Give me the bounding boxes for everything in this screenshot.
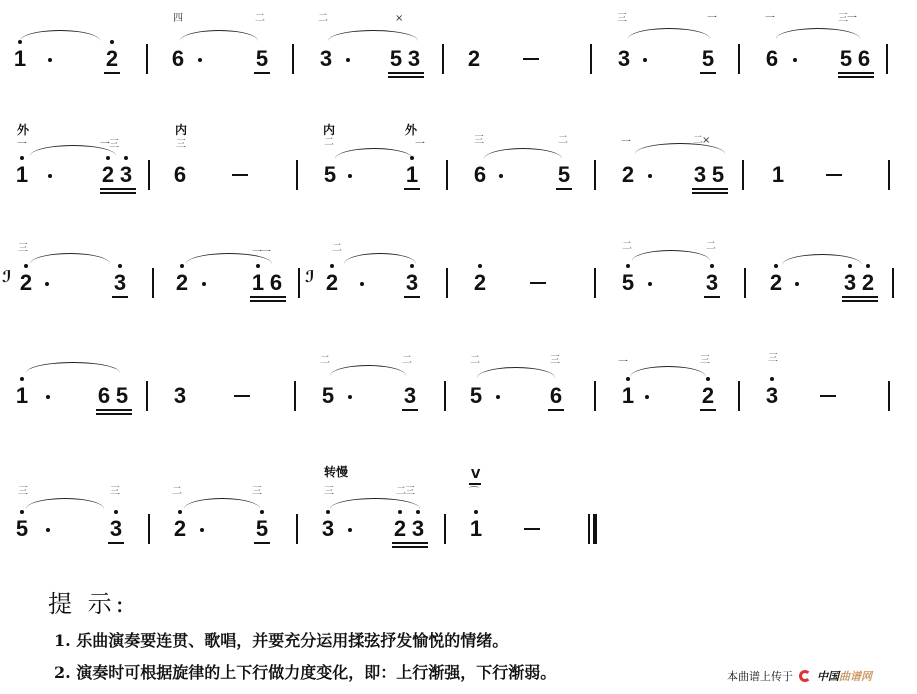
fingering-mark: 二 [622,241,631,252]
high-octave-dot [326,510,330,514]
slur [477,367,555,378]
augmentation-dot [48,174,52,178]
slur [632,250,710,261]
final-bar-thick [593,514,597,544]
note: 5 [323,162,337,187]
high-octave-dot [114,510,118,514]
bar-line [742,160,744,190]
bar-line [446,268,448,298]
underline [388,76,424,78]
fingering-mark: 三 [768,353,777,364]
augmentation-dot [348,395,352,399]
note: 1 [405,162,419,187]
underline [692,188,728,190]
bar-line [298,268,300,298]
note: 3 [407,46,421,71]
augmentation-dot [348,528,352,532]
underline [402,409,418,411]
fingering-mark: 二 [470,355,479,366]
slur [330,498,420,509]
slur [635,143,725,154]
augmentation-dot [348,174,352,178]
slur [335,148,413,159]
fingering-mark: 三 [176,139,185,150]
fingering-mark: 二 [706,241,715,252]
high-octave-dot [20,156,24,160]
note: 5 [255,516,269,541]
fingering-mark: 一一 [252,247,270,258]
fingering-mark: 二 [324,137,333,148]
slur [26,362,120,373]
augmentation-dot [346,58,350,62]
fingering-mark: 一三 [100,139,118,150]
note: 5 [701,46,715,71]
augmentation-dot [198,58,202,62]
bar-line [594,160,596,190]
sustain-dash [523,58,539,60]
high-octave-dot [398,510,402,514]
note: 3 [319,46,333,71]
high-octave-dot [410,156,414,160]
high-octave-dot [774,264,778,268]
underline [404,188,420,190]
bar-line [148,514,150,544]
underline [404,296,420,298]
underline [388,72,424,74]
bar-line [892,268,894,298]
fingering-mark: 三 [550,355,559,366]
note: 1 [15,383,29,408]
high-octave-dot [626,264,630,268]
note: 3 [765,383,779,408]
sustain-dash [234,395,250,397]
note: 6 [857,46,871,71]
underline [108,542,124,544]
underline [842,300,878,302]
fingering-mark: 一 [621,137,630,148]
note: 5 [255,46,269,71]
bow-mark-icon: V [471,467,481,481]
note: 2 [701,383,715,408]
fingering-mark: 二 [332,243,341,254]
note: 5 [389,46,403,71]
slur [776,28,860,39]
high-octave-dot [626,377,630,381]
bar-line [590,44,592,74]
augmentation-dot [795,282,799,286]
watermark [727,668,872,684]
note: 5 [711,162,725,187]
note: 6 [171,46,185,71]
high-octave-dot [710,264,714,268]
note: 1 [15,162,29,187]
final-bar-thin [588,514,590,544]
note: 6 [549,383,563,408]
underline [556,188,572,190]
outer-string-label: 外 [17,123,30,137]
high-octave-dot [260,510,264,514]
bar-line [292,44,294,74]
slur [344,253,416,264]
note: 6 [269,270,283,295]
high-octave-dot [478,264,482,268]
note: 5 [839,46,853,71]
high-octave-dot [18,40,22,44]
fingering-mark: 二× [693,135,710,146]
slur [184,498,260,509]
underline [392,546,428,548]
fingering-mark: 一 [17,139,26,150]
augmentation-dot [645,395,649,399]
bar-line [148,160,150,190]
note: 2 [769,270,783,295]
note: 3 [405,270,419,295]
fingering-mark: × [395,13,403,24]
underline [104,72,120,74]
fingering-mark: 三 [700,355,709,366]
fingering-mark: 三一 [838,13,856,24]
note: 1 [251,270,265,295]
bar-line [444,514,446,544]
bar-line [296,160,298,190]
bar-line [744,268,746,298]
note: 3 [693,162,707,187]
note: 3 [843,270,857,295]
augmentation-dot [202,282,206,286]
note: 3 [113,270,127,295]
underline [250,300,286,302]
note: 3 [321,516,335,541]
underline [392,542,428,544]
bar-line [888,381,890,411]
underline [96,413,132,415]
augmentation-dot [46,395,50,399]
note: 2 [175,270,189,295]
high-octave-dot [848,264,852,268]
fingering-mark: 二三 [396,486,414,497]
high-octave-dot [110,40,114,44]
fingering-mark: 一 [415,139,424,150]
augmentation-dot [496,395,500,399]
high-octave-dot [474,510,478,514]
note: 2 [19,270,33,295]
note: 5 [621,270,635,295]
augmentation-dot [793,58,797,62]
note: 1 [469,516,483,541]
glide-icon: ℐ [305,269,315,286]
site-logo-icon [799,670,811,682]
high-octave-dot [20,377,24,381]
tenuto-line [469,483,481,485]
glide-icon: ℐ [2,269,12,286]
high-octave-dot [416,510,420,514]
hint-line-2: 2. 演奏时可根据旋律的上下行做力度变化，即：上行渐强，下行渐弱。 [54,663,557,682]
fingering-mark: 三 [252,486,261,497]
high-octave-dot [410,264,414,268]
slur [30,253,110,264]
note: 1 [13,46,27,71]
fingering-mark: 三 [617,13,626,24]
note: 2 [467,46,481,71]
outer-string-label: 外 [405,123,418,137]
note: 2 [173,516,187,541]
note: 2 [325,270,339,295]
note: 1 [621,383,635,408]
bar-line [146,44,148,74]
augmentation-dot [46,528,50,532]
underline [254,72,270,74]
sustain-dash [826,174,842,176]
underline [96,409,132,411]
note: 5 [557,162,571,187]
fingering-mark: 一 [707,13,716,24]
note: 3 [411,516,425,541]
note: 2 [473,270,487,295]
underline [700,72,716,74]
fermata-icon: ⌒ [469,487,478,498]
underline [700,409,716,411]
high-octave-dot [866,264,870,268]
bar-line [294,381,296,411]
augmentation-dot [643,58,647,62]
note: 6 [173,162,187,187]
note: 6 [97,383,111,408]
high-octave-dot [180,264,184,268]
brand-main: 中国 [817,670,839,683]
note: 2 [621,162,635,187]
slur [26,498,104,509]
inner-string-label: 内 [175,123,188,137]
high-octave-dot [24,264,28,268]
fingering-mark: 二 [558,135,567,146]
inner-string-label: 内 [323,123,336,137]
bar-line [442,44,444,74]
bar-line [888,160,890,190]
bar-line [594,268,596,298]
note: 5 [15,516,29,541]
tempo-marking: 转慢 [324,465,349,479]
fingering-mark: 二 [402,355,411,366]
underline [548,409,564,411]
underline [254,542,270,544]
slur [628,28,710,39]
bar-line [738,44,740,74]
bar-line [296,514,298,544]
fingering-mark: 三 [18,243,27,254]
note: 3 [617,46,631,71]
fingering-mark: 一 [618,357,627,368]
augmentation-dot [648,174,652,178]
note: 2 [861,270,875,295]
sustain-dash [232,174,248,176]
high-octave-dot [330,264,334,268]
high-octave-dot [178,510,182,514]
sustain-dash [524,528,540,530]
note: 6 [473,162,487,187]
bar-line [152,268,154,298]
note: 3 [403,383,417,408]
note: 1 [771,162,785,187]
underline [100,188,136,190]
slur [20,30,100,41]
fingering-mark: 三 [324,486,333,497]
note: 5 [115,383,129,408]
high-octave-dot [20,510,24,514]
augmentation-dot [499,174,503,178]
bar-line [444,381,446,411]
underline [704,296,720,298]
high-octave-dot [706,377,710,381]
high-octave-dot [118,264,122,268]
fingering-mark: 四 [173,13,182,24]
bar-line [446,160,448,190]
note: 2 [393,516,407,541]
slur [484,148,562,159]
augmentation-dot [648,282,652,286]
underline [838,76,874,78]
augmentation-dot [360,282,364,286]
slur [180,30,258,41]
fingering-mark: 二 [172,486,181,497]
fingering-mark: 三 [18,486,27,497]
fingering-mark: 二 [318,13,327,24]
augmentation-dot [200,528,204,532]
note: 3 [119,162,133,187]
high-octave-dot [770,377,774,381]
bar-line [738,381,740,411]
fingering-mark: 一 [765,13,774,24]
slur [330,365,406,376]
underline [692,192,728,194]
brand-sub: 曲谱网 [839,670,872,683]
underline [100,192,136,194]
note: 2 [101,162,115,187]
high-octave-dot [106,156,110,160]
bar-line [146,381,148,411]
sustain-dash [820,395,836,397]
underline [250,296,286,298]
watermark-text: 本曲谱上传于 [727,670,793,683]
high-octave-dot [124,156,128,160]
augmentation-dot [45,282,49,286]
note: 3 [109,516,123,541]
augmentation-dot [48,58,52,62]
fingering-mark: 三 [110,486,119,497]
slur [328,30,418,41]
hints-title: 提 示: [48,590,128,618]
sustain-dash [530,282,546,284]
bar-line [594,381,596,411]
underline [112,296,128,298]
fingering-mark: 三 [474,135,483,146]
note: 3 [705,270,719,295]
fingering-mark: 二 [320,355,329,366]
note: 5 [321,383,335,408]
note: 6 [765,46,779,71]
slur [630,366,706,377]
bar-line [886,44,888,74]
high-octave-dot [256,264,260,268]
hint-line-1: 1. 乐曲演奏要连贯、歌唱，并要充分运用揉弦抒发愉悦的情绪。 [54,631,509,650]
underline [842,296,878,298]
fingering-mark: 二 [255,13,264,24]
note: 2 [105,46,119,71]
note: 3 [173,383,187,408]
note: 5 [469,383,483,408]
underline [838,72,874,74]
